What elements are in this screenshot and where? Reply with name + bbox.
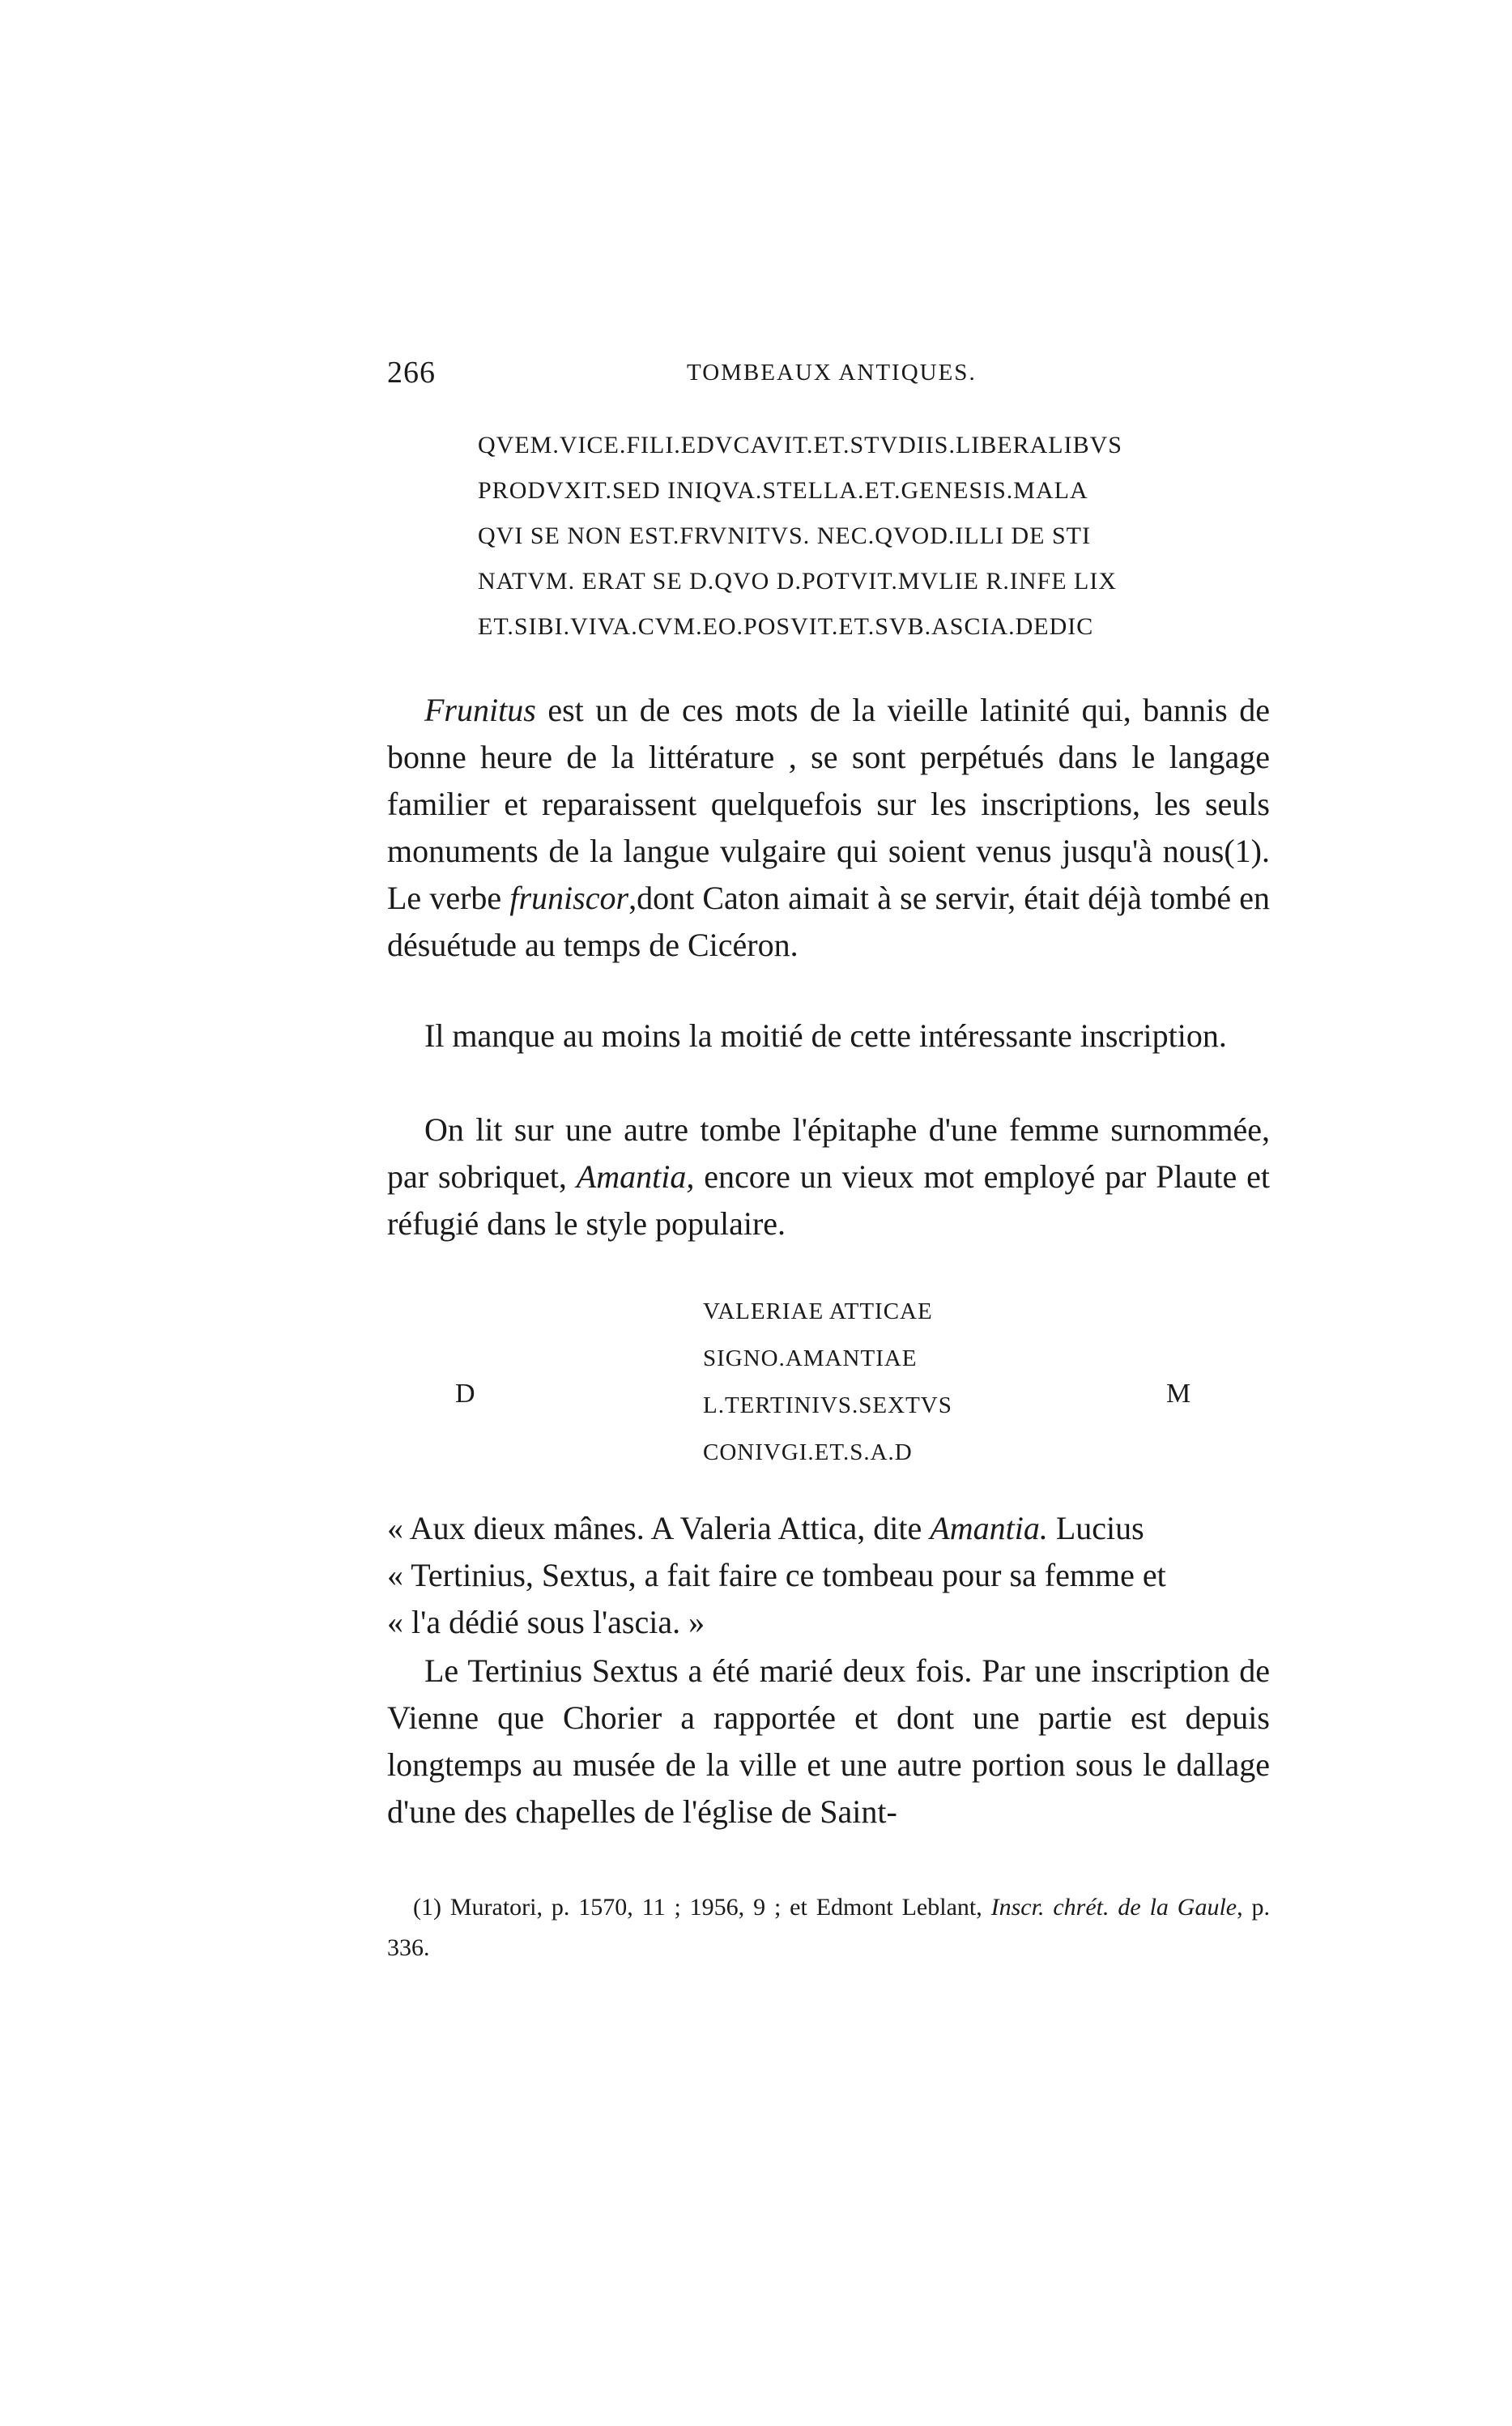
- translation-line: « l'a dédié sous l'ascia. »: [387, 1604, 705, 1640]
- inscription-column: [703, 1288, 952, 1476]
- inscription-right-letter: M: [1166, 1379, 1191, 1409]
- latin-inscription-1: [478, 423, 1255, 650]
- inscription-line: PRODVXIT.SED INIQVA.STELLA.ET.GENESIS.MALA: [478, 477, 1088, 504]
- latin-inscription-2: [387, 1288, 1270, 1482]
- italic-term: Inscr. chrét. de la Gaule: [990, 1894, 1237, 1921]
- italic-term: fruniscor: [509, 880, 629, 916]
- inscription-line: VALERIAE ATTICAE: [703, 1298, 933, 1324]
- paragraph-missing-half: [387, 1013, 1270, 1060]
- footnote: [387, 1887, 1270, 1968]
- paragraph-text: [387, 687, 1270, 969]
- paragraph-segment: encore un vieux mot employé par Plaute et réfugié dans le style populaire.: [387, 1158, 1270, 1242]
- translation-segment: « Aux dieux mânes. A Valeria Attica, dite: [387, 1510, 931, 1546]
- paragraph-frunitus: [387, 687, 1270, 969]
- translation-quote: [387, 1505, 1270, 1646]
- footnote-segment: , p. 336.: [387, 1894, 1271, 1961]
- inscription-line: CONIVGI.ET.S.A.D: [703, 1439, 913, 1465]
- paragraph-segment: ,dont Caton aimait à se servir, était déjà tombé en désuétude au temps de Cicéron.: [387, 880, 1271, 963]
- inscription-left-letter: D: [455, 1379, 475, 1409]
- inscription-line: L.TERTINIVS.SEXTVS: [703, 1392, 952, 1418]
- running-title: TOMBEAUX ANTIQUES.: [687, 360, 977, 386]
- translation-line: [387, 1505, 1270, 1552]
- paragraph-text: Le Tertinius Sextus a été marié deux fois. Par une inscription de Vienne que Chorier a rapportée et dont une partie est depuis longtemps au musée de la ville et une autre portion sous le dallage d'une des chapelles de l'église de Saint-: [387, 1652, 1270, 1830]
- italic-term: Amantia,: [576, 1158, 695, 1195]
- italic-term: Frunitus: [424, 692, 536, 728]
- paragraph-tertinius: [387, 1648, 1270, 1835]
- page-number: 266: [387, 356, 436, 390]
- inscription-line: QVEM.VICE.FILI.EDVCAVIT.ET.STVDIIS.LIBERALIBVS: [478, 432, 1122, 458]
- inscription-line: NATVM. ERAT SE D.QVO D.POTVIT.MVLIE R.INFE LIX: [478, 568, 1118, 595]
- paragraph-segment: est un de ces mots de la vieille latinité qui, bannis de bonne heure de la littérature , se sont perpétués dans le langage familier et reparaissent quelquefois sur les inscriptions, les seuls monuments de la langue vulgaire qui soient venus jusqu'à nous(1). Le verbe: [387, 692, 1270, 916]
- paragraph-text: [387, 1106, 1270, 1247]
- footnote-text: [387, 1887, 1270, 1968]
- paragraph-amantia: [387, 1106, 1270, 1247]
- inscription-line: ET.SIBI.VIVA.CVM.EO.POSVIT.ET.SVB.ASCIA.DEDIC: [478, 613, 1094, 640]
- page-header: [387, 355, 1270, 395]
- translation-segment: Lucius: [1047, 1510, 1144, 1546]
- footnote-segment: (1) Muratori, p. 1570, 11 ; 1956, 9 ; et Edmont Leblant,: [413, 1894, 991, 1921]
- paragraph-segment: On lit sur une autre tombe l'épitaphe d'une femme surnommée, par sobriquet,: [387, 1111, 1270, 1195]
- inscription-line: SIGNO.AMANTIAE: [703, 1345, 918, 1371]
- italic-term: Amantia.: [930, 1510, 1048, 1546]
- inscription-line: QVI SE NON EST.FRVNITVS. NEC.QVOD.ILLI DE STI: [478, 522, 1092, 549]
- paragraph-text: Il manque au moins la moitié de cette intéressante inscription.: [424, 1017, 1227, 1054]
- translation-line: « Tertinius, Sextus, a fait faire ce tombeau pour sa femme et: [387, 1557, 1166, 1593]
